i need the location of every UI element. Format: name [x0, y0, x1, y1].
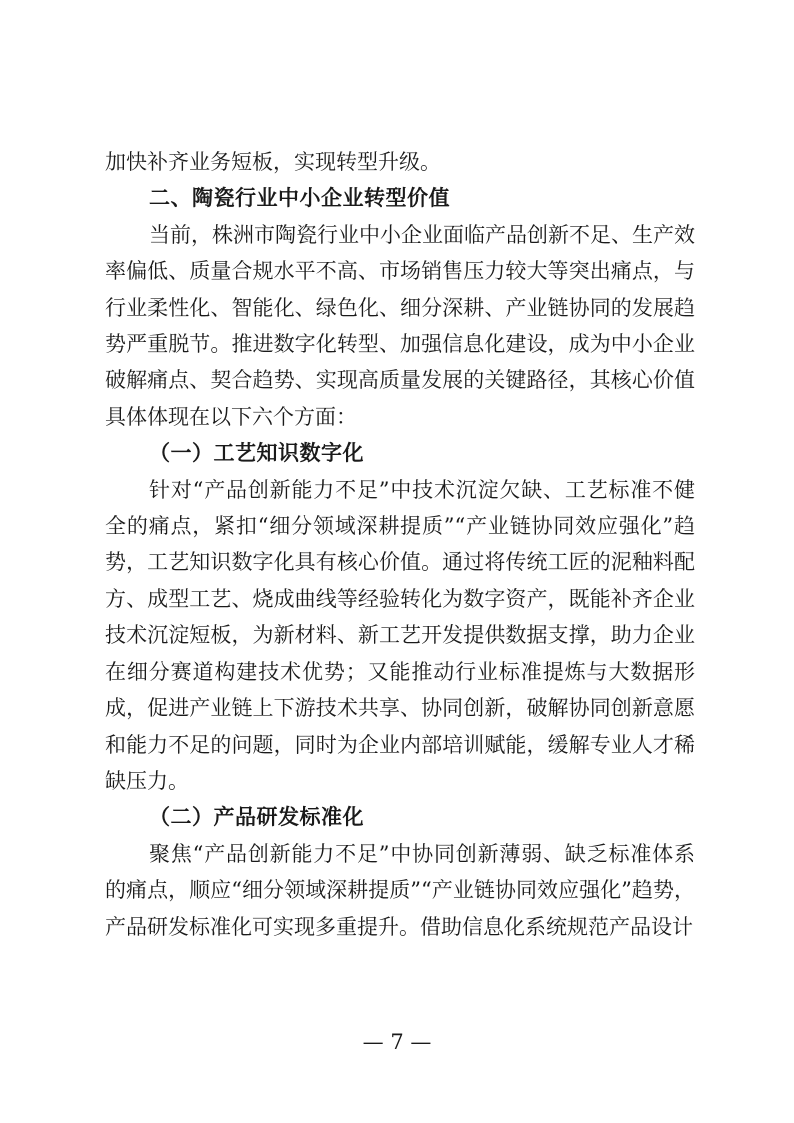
subsection-heading: （一）工艺知识数字化 — [149, 441, 364, 466]
section-heading: 二、陶瓷行业中小企业转型价值 — [149, 186, 450, 211]
page-number: — 7 — — [362, 1030, 432, 1054]
body-paragraph: 针对“产品创新能力不足”中技术沉淀欠缺、工艺标准不健全的痛点，紧扣“细分领域深耕提质”“产业链协同效应强化”趋势，工艺知识数字化具有核心价值。通过将传统工匠的泥釉料配方、成型工艺、烧成曲线等经验转化为数字资产，既能补齐企业技术沉淀短板，为新材料、新工艺开发提供数据支撑，助力企业在细分赛道构建技术优势；又能推动行业标准提炼与大数据形成，促进产业链上下游技术共享、协同创新，破解协同创新意愿和能力不足的问题，同时为企业内部培训赋能，缓解专业人才稀缺压力。 — [105, 477, 695, 793]
subsection-heading: （二）产品研发标准化 — [149, 805, 364, 830]
body-paragraph: 聚焦“产品创新能力不足”中协同创新薄弱、缺乏标准体系的痛点，顺应“细分领域深耕提质”“产业链协同效应强化”趋势，产品研发标准化可实现多重提升。借助信息化系统规范产品设计 — [105, 841, 695, 939]
body-paragraph: 加快补齐业务短板，实现转型升级。 — [105, 150, 441, 174]
document-body — [105, 144, 695, 945]
body-paragraph: 当前，株洲市陶瓷行业中小企业面临产品创新不足、生产效率偏低、质量合规水平不高、市场销售压力较大等突出痛点，与行业柔性化、智能化、绿色化、细分深耕、产业链协同的发展趋势严重脱节。推进数字化转型、加强信息化建设，成为中小企业破解痛点、契合趋势、实现高质量发展的关键路径，其核心价值具体体现在以下六个方面： — [105, 222, 695, 429]
